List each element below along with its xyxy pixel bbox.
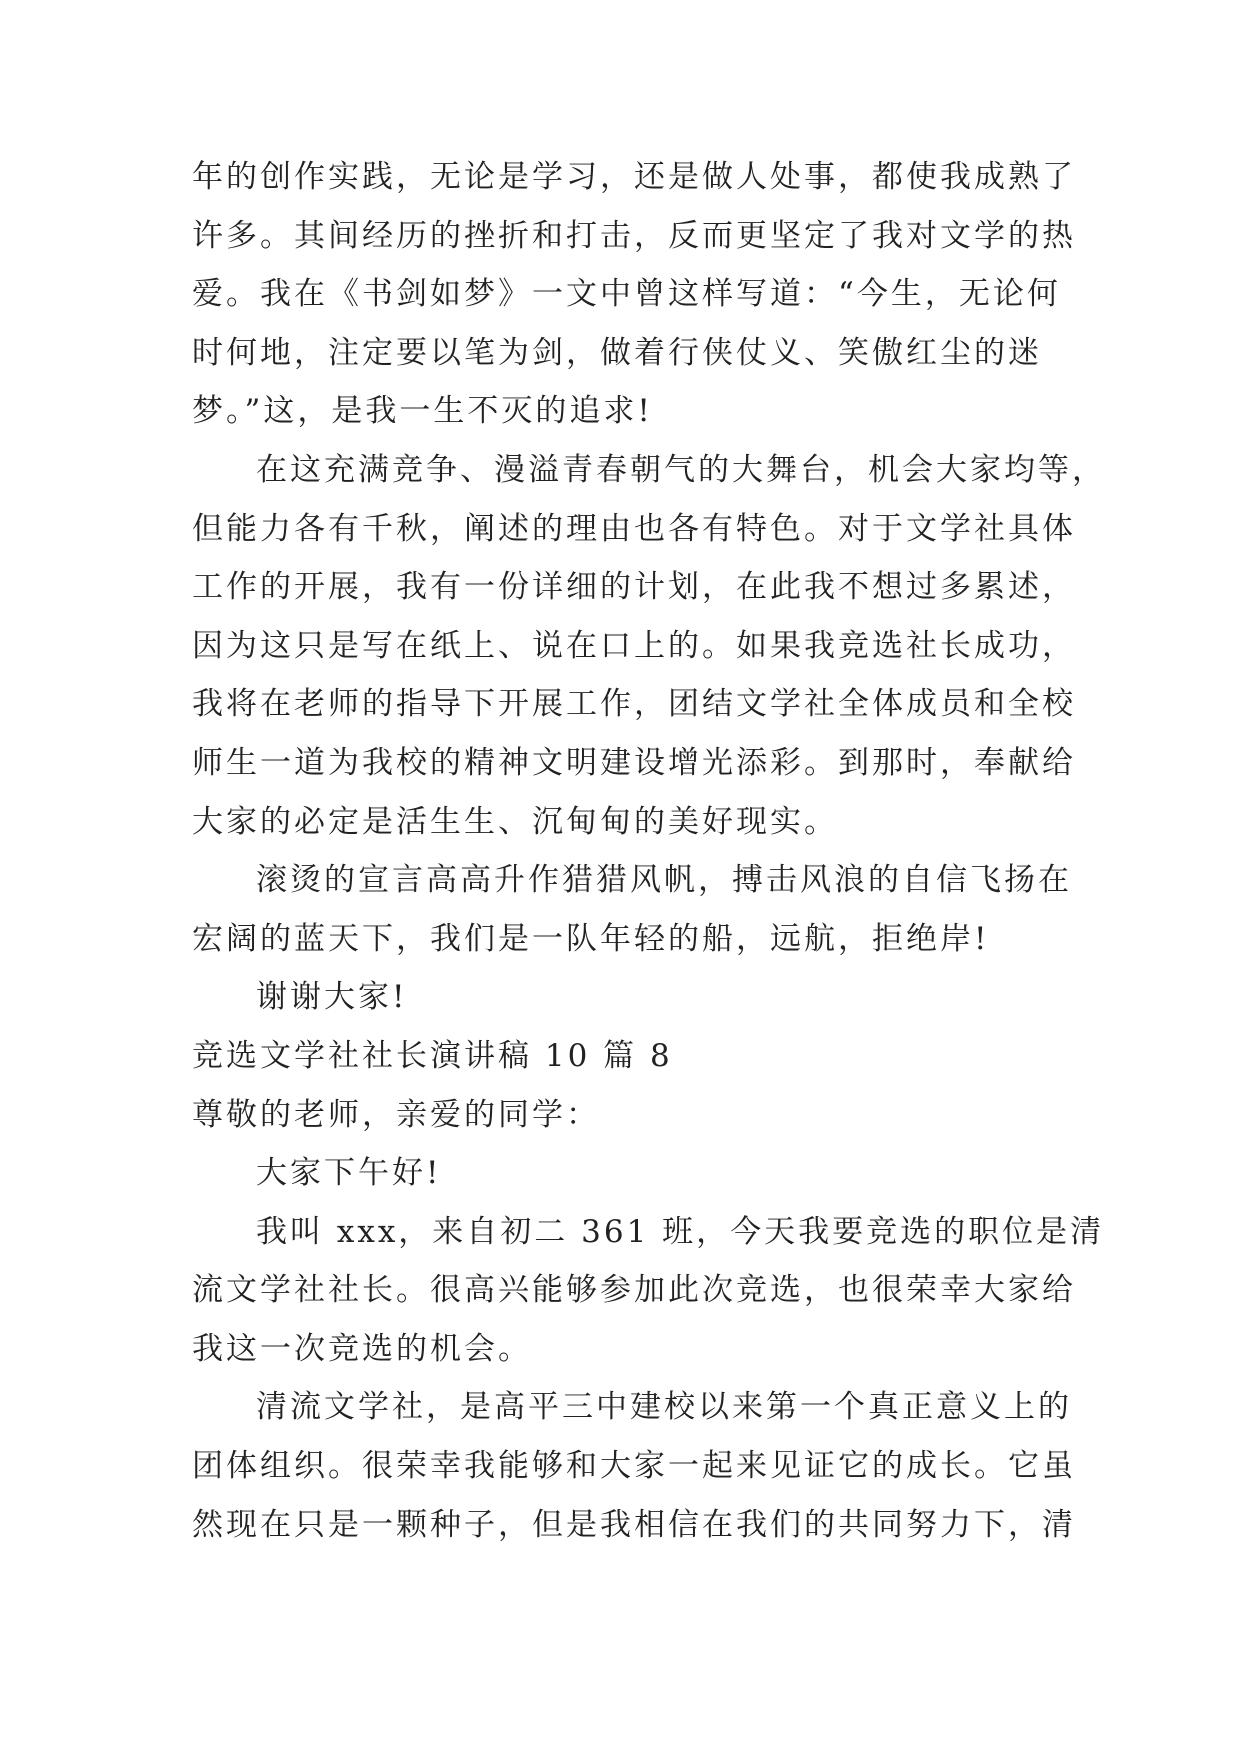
paragraph-start-line: 清流文学社，是高平三中建校以来第一个真正意义上的: [256, 1389, 1072, 1426]
body-line: 流文学社社长。很高兴能够参加此次竞选，也很荣幸大家给: [192, 1272, 1076, 1309]
body-line: 时何地，注定要以笔为剑，做着行侠仗义、笑傲红尘的迷: [192, 334, 1042, 371]
salutation-line: 尊敬的老师，亲爱的同学：: [192, 1096, 600, 1133]
section-title: 竞选文学社社长演讲稿 10 篇 8: [192, 1037, 673, 1074]
body-line: 然现在只是一颗种子，但是我相信在我们的共同努力下，清: [192, 1506, 1076, 1543]
body-line: 我这一次竞选的机会。: [192, 1330, 532, 1367]
body-line: 因为这只是写在纸上、说在口上的。如果我竞选社长成功，: [192, 627, 1076, 664]
body-line: 爱。我在《书剑如梦》一文中曾这样写道：“今生，无论何: [192, 276, 1061, 313]
paragraph-start-line: 我叫 xxx，来自初二 361 班，今天我要竞选的职位是清: [256, 1213, 1105, 1250]
body-line: 我将在老师的指导下开展工作，团结文学社全体成员和全校: [192, 686, 1076, 723]
body-line: 大家的必定是活生生、沉甸甸的美好现实。: [192, 803, 838, 840]
paragraph-start-line: 在这充满竞争、漫溢青春朝气的大舞台，机会大家均等，: [256, 451, 1106, 488]
thanks-line: 谢谢大家!: [256, 979, 408, 1016]
body-line: 宏阔的蓝天下，我们是一队年轻的船，远航，拒绝岸!: [192, 920, 990, 957]
greeting-line: 大家下午好!: [256, 1155, 442, 1192]
body-line: 许多。其间经历的挫折和打击，反而更坚定了我对文学的热: [192, 217, 1076, 254]
paragraph-start-line: 滚烫的宣言高高升作猎猎风帆，搏击风浪的自信飞扬在: [256, 862, 1072, 899]
body-line: 师生一道为我校的精神文明建设增光添彩。到那时，奉献给: [192, 744, 1076, 781]
body-line: 年的创作实践，无论是学习，还是做人处事，都使我成熟了: [192, 159, 1076, 195]
body-line: 工作的开展，我有一份详细的计划，在此我不想过多累述，: [192, 569, 1076, 606]
document-body: [192, 148, 1106, 1554]
body-line: 梦。”这，是我一生不灭的追求!: [192, 393, 653, 430]
body-line: 但能力各有千秋，阐述的理由也各有特色。对于文学社具体: [192, 510, 1076, 547]
body-line: 团体组织。很荣幸我能够和大家一起来见证它的成长。它虽: [192, 1448, 1076, 1485]
